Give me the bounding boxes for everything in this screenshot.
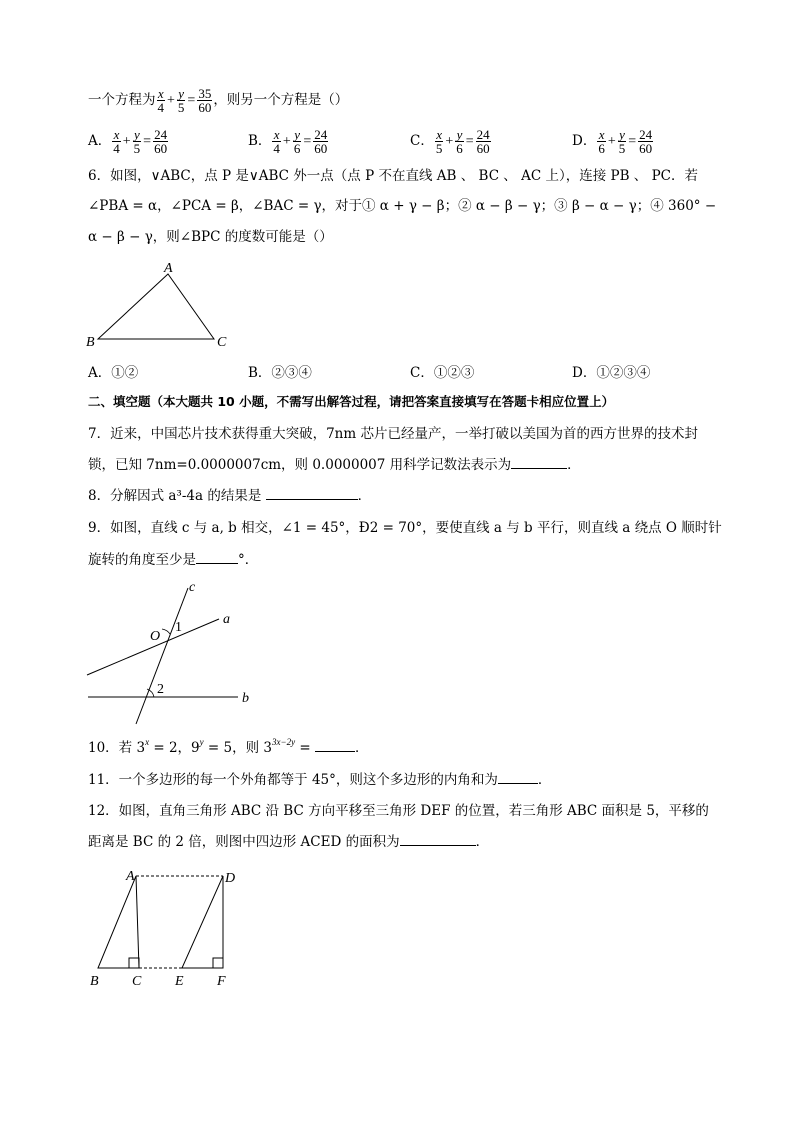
q10-answer-blank[interactable]: [315, 739, 355, 752]
right-angle-c: [129, 958, 139, 968]
q6-option-d[interactable]: D．①②③④: [572, 365, 651, 381]
q5-tail: ，则另一个方程是（）: [213, 92, 349, 108]
label-f: F: [217, 974, 226, 989]
q7-line1: 7．近来，中国芯片技术获得重大突破，7nm 芯片已经量产，一举打破以美国为首的西方世界的技术封: [88, 426, 698, 442]
triangle-def: [182, 876, 223, 968]
label-o: O: [150, 629, 161, 644]
q12-answer-blank[interactable]: [400, 833, 476, 846]
eq-frac-35-60: $\frac{35}{60}$: [198, 86, 212, 115]
q6-option-b[interactable]: B．②③④: [248, 365, 312, 381]
label-a: A: [126, 869, 135, 884]
right-angle-f: [213, 958, 223, 968]
label-b: B: [86, 335, 95, 350]
label-e: E: [175, 974, 184, 989]
triangle-abc: [98, 274, 214, 339]
q8-line: 8．分解因式 a³-4a 的结果是 ．: [88, 488, 372, 504]
triangle-abc: [98, 876, 139, 968]
q6-option-a[interactable]: A．①②: [88, 365, 139, 381]
q12-line2: 距离是 BC 的 2 倍，则图中四边形 ACED 的面积为 ．: [88, 834, 490, 850]
q12-line1: 12．如图，直角三角形 ABC 沿 BC 方向平移至三角形 DEF 的位置，若三角形 ABC 面积是 5，平移的: [88, 803, 709, 819]
label-b: B: [90, 974, 99, 989]
q5-intro: 一个方程为: [88, 92, 156, 108]
label-c: C: [217, 335, 227, 350]
q10-line: 10．若 $3^x = 2$，$9^y = 5$，则 $3^{3x-2y}$ = ．: [88, 737, 369, 756]
q7-line2: 锁，已知 7nm=0.0000007cm，则 0.0000007 用科学记数法表示为 ．: [88, 457, 581, 473]
eq-frac-y5: $\frac{y}{5}$: [177, 86, 185, 115]
q9-lines-figure: [86, 578, 266, 738]
q5-option-a[interactable]: A． $\frac{x}{4}$ + $\frac{y}{5}$ = $\frac{24}{60}$: [88, 127, 168, 156]
q5-stem: 一个方程为 $\frac{x}{4}$ + $\frac{y}{5}$ = $\frac{35}{60}$ ，则另一个方程是（）: [88, 86, 349, 115]
section-title-fill-in: 二、填空题（本大题共 10 小题，不需写出解答过程，请把答案直接填写在答题卡相应位置上）: [88, 394, 615, 409]
label-d: D: [225, 871, 236, 886]
eq-frac-x4: $\frac{x}{4}$: [157, 86, 164, 115]
line-a: [87, 619, 219, 675]
q9-line1: 9．如图，直线 c 与 a, b 相交，∠1 = 45°，Ð2 = 70°，要使直线 a 与 b 平行，则直线 a 绕点 O 顺时针: [88, 520, 722, 536]
angle-1-arc: [162, 629, 170, 634]
q6-line2: ∠PBA = α，∠PCA = β，∠BAC = γ，对于① α + γ − β；② α − β − γ；③ β − α − γ；④ 360° −: [88, 198, 717, 214]
q6-option-c[interactable]: C．①②③: [410, 365, 475, 381]
q7-answer-blank[interactable]: [511, 456, 567, 469]
q6-triangle-figure: [80, 258, 240, 348]
label-angle-2: 2: [157, 682, 164, 697]
q6-line1: 6．如图，∨ABC，点 P 是∨ABC 外一点（点 P 不在直线 AB 、 BC 、 AC 上），连接 PB 、 PC．若: [88, 168, 699, 184]
line-c: [136, 588, 188, 724]
q12-translation-figure: [86, 862, 246, 992]
q5-option-b[interactable]: B． $\frac{x}{4}$ + $\frac{y}{6}$ = $\frac{24}{60}$: [248, 127, 328, 156]
q5-option-c[interactable]: C． $\frac{x}{5}$ + $\frac{y}{6}$ = $\frac{24}{60}$: [410, 127, 490, 156]
q8-answer-blank[interactable]: [266, 487, 358, 500]
label-c: C: [132, 974, 142, 989]
label-b-line: b: [242, 691, 249, 706]
q11-line: 11．一个多边形的每一个外角都等于 45°，则这个多边形的内角和为 ．: [88, 772, 552, 788]
label-c-line: c: [189, 580, 196, 595]
q6-line3: α − β − γ，则∠BPC 的度数可能是（）: [88, 229, 333, 245]
label-a: A: [164, 261, 173, 276]
q9-answer-blank[interactable]: [196, 551, 238, 564]
label-a-line: a: [223, 612, 230, 627]
q11-answer-blank[interactable]: [498, 771, 538, 784]
label-angle-1: 1: [175, 620, 182, 635]
q5-option-d[interactable]: D． $\frac{x}{6}$ + $\frac{y}{5}$ = $\frac{24}{60}$: [572, 127, 653, 156]
q9-line2: 旋转的角度至少是 °．: [88, 552, 259, 568]
